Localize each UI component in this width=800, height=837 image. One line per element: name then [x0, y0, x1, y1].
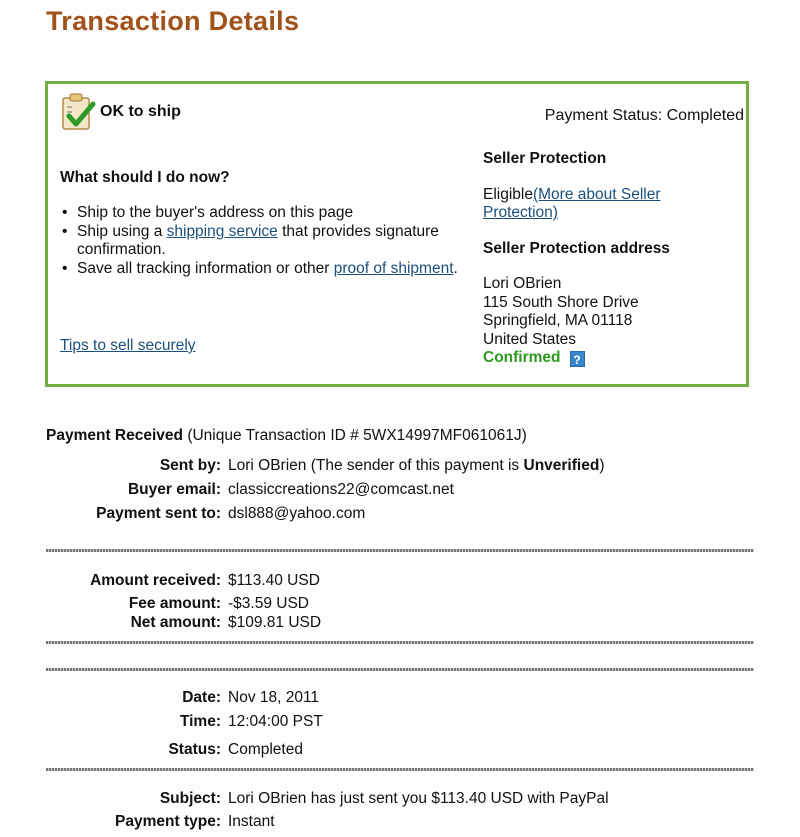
status-label: Status:: [168, 741, 221, 758]
payment-sent-to-label: Payment sent to:: [96, 505, 221, 522]
seller-address: [483, 275, 733, 368]
date-value: Nov 18, 2011: [228, 689, 320, 706]
time-label: Time:: [179, 713, 221, 730]
shipping-status-box: [45, 81, 749, 387]
amount-received-value: $113.40 USD: [228, 572, 320, 589]
buyer-email-row: [0, 481, 760, 499]
subject-value: Lori OBrien has just sent you $113.40 USD with PayPal: [228, 790, 609, 807]
divider: [46, 641, 754, 644]
proof-of-shipment-link[interactable]: proof of shipment: [333, 259, 454, 277]
eligible-text: Eligible: [483, 185, 533, 203]
subject-label: Subject:: [159, 790, 221, 807]
divider: [46, 549, 754, 552]
page-title: Transaction Details: [46, 6, 300, 36]
instructions-list: [60, 204, 460, 278]
instruction-item: [60, 223, 460, 260]
status-value: Completed: [228, 741, 303, 758]
payment-type-label: Payment type:: [115, 813, 221, 830]
instruction-text: .: [453, 259, 458, 277]
ok-to-ship-label: OK to ship: [100, 103, 181, 120]
instruction-text: Save all tracking information or other: [77, 259, 334, 277]
net-amount-value: $109.81 USD: [228, 614, 322, 631]
amount-received-row: [0, 572, 760, 590]
seller-protection-address-heading: Seller Protection address: [483, 239, 670, 257]
what-now-heading: What should I do now?: [60, 169, 230, 186]
subject-row: [0, 790, 760, 808]
instruction-item: [60, 204, 460, 223]
instruction-text: that provides signature confirmation.: [77, 222, 439, 258]
address-line: United States: [483, 330, 577, 348]
sender-verification-status: Unverified: [523, 457, 600, 474]
sent-by-value: Lori OBrien (The sender of this payment is: [228, 457, 524, 474]
address-line: Springfield, MA 01118: [483, 312, 633, 329]
instruction-text: Ship using a: [77, 222, 167, 240]
time-row: [0, 713, 760, 731]
address-line: 115 South Shore Drive: [483, 293, 639, 311]
date-row: [0, 689, 760, 707]
buyer-email-value: classiccreations22@comcast.net: [228, 481, 454, 498]
fee-amount-row: [0, 595, 760, 613]
instruction-item: [60, 260, 460, 279]
address-line: Lori OBrien: [483, 275, 562, 292]
ok-to-ship-row: [60, 92, 181, 132]
instruction-text: Ship to the buyer's address on this page: [77, 204, 354, 221]
payment-received-label: Payment Received: [46, 427, 183, 444]
payment-status: Payment Status: Completed: [544, 107, 744, 124]
sent-by-close: ): [599, 457, 605, 474]
payment-received-heading: [46, 427, 527, 445]
divider: [46, 668, 754, 671]
payment-sent-to-row: [0, 505, 760, 523]
more-about-seller-protection-link[interactable]: (More about Seller Protection): [483, 185, 661, 221]
divider: [46, 768, 754, 771]
time-value: 12:04:00 PST: [228, 713, 323, 730]
address-confirmed-status: Confirmed: [483, 349, 561, 366]
buyer-email-label: Buyer email:: [127, 481, 221, 498]
payment-type-row: [0, 813, 760, 831]
seller-protection-panel: [483, 150, 733, 368]
date-label: Date:: [182, 689, 221, 706]
shipping-service-link[interactable]: shipping service: [166, 222, 278, 240]
tips-to-sell-securely-link[interactable]: Tips to sell securely: [60, 337, 196, 354]
fee-amount-label: Fee amount:: [128, 595, 221, 612]
payment-type-value: Instant: [228, 813, 275, 830]
help-icon[interactable]: ?: [570, 351, 585, 367]
clipboard-check-icon: [60, 92, 96, 132]
seller-protection-heading: Seller Protection: [483, 150, 607, 167]
net-amount-row: [0, 614, 760, 632]
amount-received-label: Amount received:: [90, 572, 221, 589]
transaction-id: (Unique Transaction ID # 5WX14997MF061061J): [187, 427, 527, 444]
sent-by-row: [0, 457, 760, 475]
sent-by-label: Sent by:: [159, 457, 221, 474]
payment-sent-to-value: dsl888@yahoo.com: [228, 505, 366, 522]
status-row: [0, 741, 760, 759]
net-amount-label: Net amount:: [130, 614, 221, 631]
fee-amount-value: -$3.59 USD: [228, 595, 309, 612]
